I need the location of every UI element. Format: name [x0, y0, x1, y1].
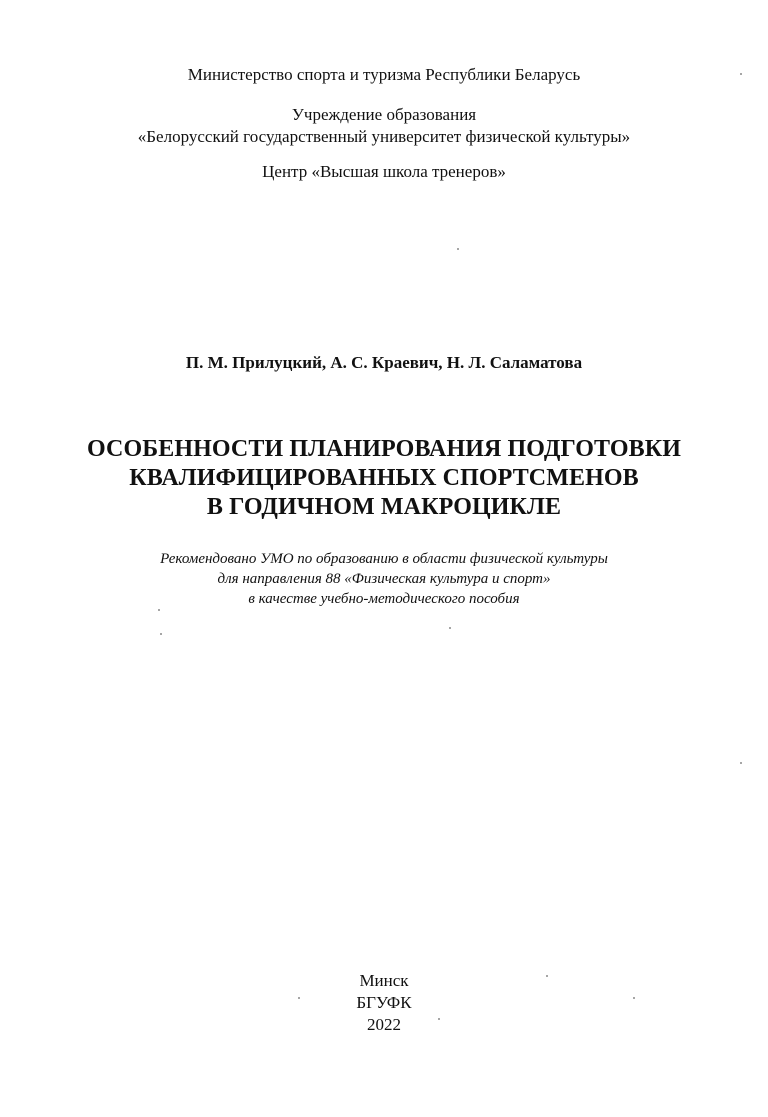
- title-line-1: ОСОБЕННОСТИ ПЛАНИРОВАНИЯ ПОДГОТОВКИ: [87, 436, 681, 462]
- institution-type: Учреждение образования: [291, 105, 477, 124]
- ministry-line: [0, 64, 768, 86]
- scan-speck: [457, 248, 459, 250]
- authors-names: П. М. Прилуцкий, А. С. Краевич, Н. Л. Саламатова: [185, 353, 583, 372]
- scan-speck: [740, 73, 742, 75]
- scan-speck: [438, 1018, 440, 1020]
- ministry-name: Министерство спорта и туризма Республики Беларусь: [187, 65, 581, 84]
- recommendation-line-1: Рекомендовано УМО по образованию в области физической культуры: [160, 551, 608, 567]
- recommendation: [0, 549, 768, 609]
- scan-speck: [546, 975, 548, 977]
- center-line: [0, 161, 768, 183]
- scan-speck: [740, 762, 742, 764]
- center-name: Центр «Высшая школа тренеров»: [262, 162, 506, 181]
- scan-speck: [160, 633, 162, 635]
- scan-speck: [158, 609, 160, 611]
- scan-speck: [449, 627, 451, 629]
- title-line-2: КВАЛИФИЦИРОВАННЫХ СПОРТСМЕНОВ: [129, 465, 639, 491]
- scan-speck: [298, 997, 300, 999]
- title-line-3: В ГОДИЧНОМ МАКРОЦИКЛЕ: [206, 494, 562, 520]
- imprint-year: 2022: [367, 1015, 401, 1034]
- recommendation-line-3: в качестве учебно-методического пособия: [248, 591, 520, 607]
- recommendation-line-2: для направления 88 «Физическая культура и спорт»: [217, 571, 551, 587]
- imprint: [0, 970, 768, 1036]
- institution-block: [0, 104, 768, 148]
- scan-speck: [633, 997, 635, 999]
- imprint-city: Минск: [359, 971, 409, 990]
- authors: [0, 352, 768, 374]
- institution-name: «Белорусский государственный университет физической культуры»: [137, 127, 631, 146]
- imprint-publisher: БГУФК: [356, 993, 412, 1012]
- document-title: [0, 435, 768, 522]
